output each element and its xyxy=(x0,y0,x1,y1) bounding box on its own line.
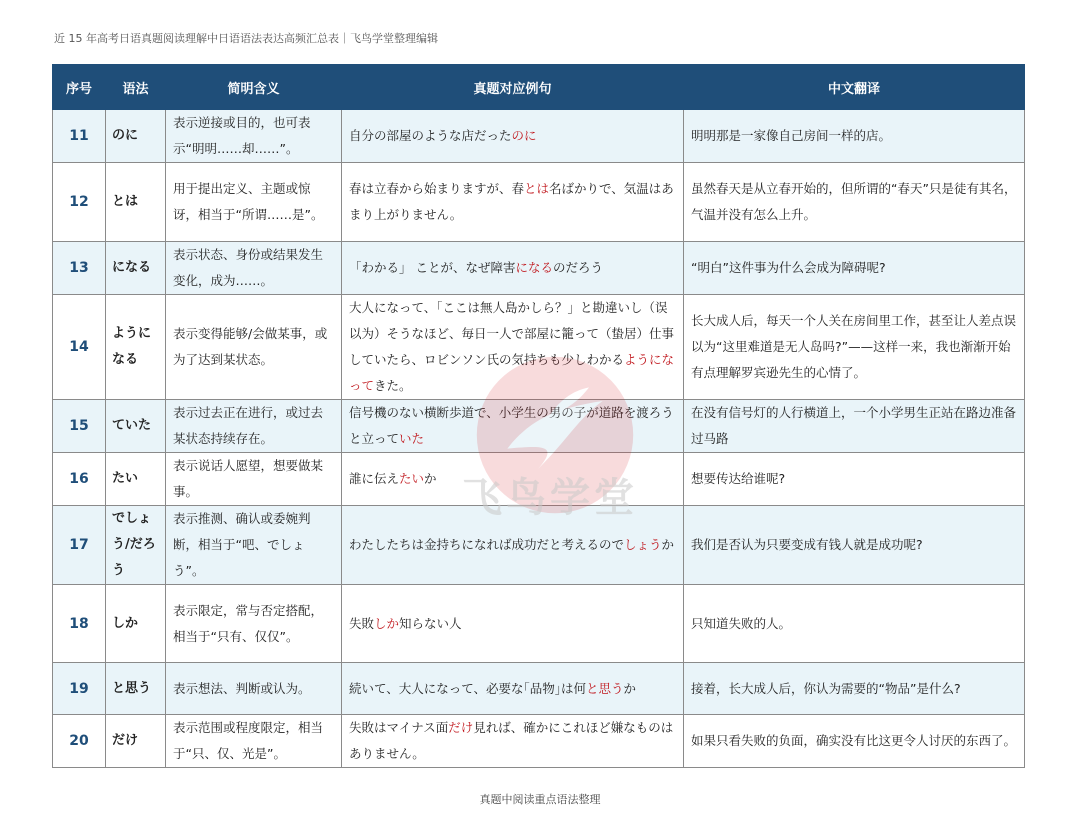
row-number: 16 xyxy=(53,453,106,506)
translation-cell: 如果只看失败的负面，确实没有比这更令人讨厌的东西了。 xyxy=(684,715,1025,768)
column-header-grammar: 语法 xyxy=(106,65,166,110)
example-cell xyxy=(342,585,684,663)
table-header xyxy=(53,65,1025,110)
example-cell xyxy=(342,715,684,768)
column-header-number: 序号 xyxy=(53,65,106,110)
example-text: 自分の部屋のような店だった xyxy=(349,128,512,143)
grammar-cell: しか xyxy=(106,585,166,663)
example-text: 春は立春から始まりますが、春 xyxy=(349,181,525,196)
table-row xyxy=(53,715,1025,768)
table-row xyxy=(53,163,1025,242)
example-text: か xyxy=(623,680,637,696)
highlighted-grammar: になる xyxy=(515,260,553,275)
highlighted-grammar: いた xyxy=(399,431,425,446)
row-number: 11 xyxy=(53,110,106,163)
highlighted-grammar: だけ xyxy=(448,720,474,735)
example-cell xyxy=(342,506,684,585)
example-text: わたしたちは金持ちになれば成功だと考えるので xyxy=(349,537,625,552)
column-header-meaning: 简明含义 xyxy=(166,65,342,110)
table-row xyxy=(53,242,1025,295)
table-body xyxy=(53,110,1025,768)
row-number: 19 xyxy=(53,663,106,715)
translation-cell: 我们是否认为只要变成有钱人就是成功呢? xyxy=(684,506,1025,585)
highlighted-grammar: たい xyxy=(399,471,425,486)
meaning-cell: 用于提出定义、主题或惊讶，相当于“所谓……是”。 xyxy=(166,163,342,242)
grammar-cell: のに xyxy=(106,110,166,163)
example-cell xyxy=(342,295,684,400)
example-text: 信号機のない横断歩道で、小学生の男の子が道路を渡ろうと立って xyxy=(349,405,674,446)
example-text: 大人になって、「ここは無人島かしら？」と勘違いし（误以为）そうなほど、毎日一人で部屋に籠って（蛰居）仕事していたら、ロビンソン氏の気持ちも少しわかる xyxy=(349,300,675,367)
table-row xyxy=(53,110,1025,163)
translation-cell: 在没有信号灯的人行横道上，一个小学男生正站在路边准备过马路 xyxy=(684,400,1025,453)
grammar-cell: とは xyxy=(106,163,166,242)
translation-cell: 只知道失败的人。 xyxy=(684,585,1025,663)
row-number: 17 xyxy=(53,506,106,585)
grammar-cell: だけ xyxy=(106,715,166,768)
meaning-cell: 表示说话人愿望，想要做某事。 xyxy=(166,453,342,506)
translation-cell: 长大成人后，每天一个人关在房间里工作，甚至让人差点误以为“这里难道是无人岛吗?”——这样一来，我也渐渐开始有点理解罗宾逊先生的心情了。 xyxy=(684,295,1025,400)
highlighted-grammar: とは xyxy=(524,181,550,196)
grammar-cell: と思う xyxy=(106,663,166,715)
watermark-text: 飞鸟学堂 xyxy=(462,474,638,521)
meaning-cell: 表示状态、身份或结果发生变化，成为……。 xyxy=(166,242,342,295)
table-row xyxy=(53,295,1025,400)
example-text: か xyxy=(661,537,675,552)
grammar-cell: でしょう/だろう xyxy=(106,506,166,585)
example-cell xyxy=(342,453,684,506)
table-row xyxy=(53,506,1025,585)
example-text: のだろう xyxy=(553,260,604,275)
meaning-cell: 表示想法、判断或认为。 xyxy=(166,663,342,715)
highlighted-grammar: しか xyxy=(374,615,400,631)
row-number: 14 xyxy=(53,295,106,400)
row-number: 13 xyxy=(53,242,106,295)
example-text: 知らない人 xyxy=(399,615,462,631)
row-number: 20 xyxy=(53,715,106,768)
grammar-table xyxy=(52,64,1025,768)
grammar-cell: ようになる xyxy=(106,295,166,400)
table-row xyxy=(53,663,1025,715)
example-text: か xyxy=(424,471,437,486)
grammar-table-container xyxy=(52,64,1024,768)
row-number: 12 xyxy=(53,163,106,242)
meaning-cell: 表示限定，常与否定搭配，相当于“只有、仅仅”。 xyxy=(166,585,342,663)
meaning-cell: 表示范围或程度限定，相当于“只、仅、光是”。 xyxy=(166,715,342,768)
example-text: 続いて、大人になって、必要な｢品物｣は何 xyxy=(349,680,587,696)
table-row xyxy=(53,453,1025,506)
example-cell xyxy=(342,400,684,453)
meaning-cell: 表示变得能够/会做某事，或为了达到某状态。 xyxy=(166,295,342,400)
example-text: 失敗はマイナス面 xyxy=(349,720,449,735)
example-cell xyxy=(342,163,684,242)
grammar-cell: ていた xyxy=(106,400,166,453)
grammar-cell: になる xyxy=(106,242,166,295)
translation-cell: “明白”这件事为什么会成为障碍呢? xyxy=(684,242,1025,295)
highlighted-grammar: ようになって xyxy=(349,352,675,393)
page-footer: 真题中阅读重点语法整理 xyxy=(479,793,601,806)
table-row xyxy=(53,585,1025,663)
row-number: 18 xyxy=(53,585,106,663)
column-header-translation: 中文翻译 xyxy=(684,65,1025,110)
meaning-cell: 表示逆接或目的，也可表示“明明……却……”。 xyxy=(166,110,342,163)
example-text: 失敗 xyxy=(349,615,375,631)
example-text: 「わかる」 ことが、なぜ障害 xyxy=(349,260,516,275)
translation-cell: 明明那是一家像自己房间一样的店。 xyxy=(684,110,1025,163)
page-header-note: 近 15 年高考日语真题阅读理解中日语语法表达高频汇总表｜飞鸟学堂整理编辑 xyxy=(54,32,438,45)
grammar-cell: たい xyxy=(106,453,166,506)
example-cell xyxy=(342,663,684,715)
example-text: 名ばかりで、気温はあまり上がりません。 xyxy=(349,181,674,222)
translation-cell: 想要传达给谁呢? xyxy=(684,453,1025,506)
translation-cell: 虽然春天是从立春开始的，但所谓的“春天”只是徒有其名，气温并没有怎么上升。 xyxy=(684,163,1025,242)
example-cell xyxy=(342,242,684,295)
translation-cell: 接着，长大成人后，你认为需要的“物品”是什么? xyxy=(684,663,1025,715)
highlighted-grammar: のに xyxy=(511,128,537,143)
example-text: 誰に伝え xyxy=(349,471,400,486)
example-cell xyxy=(342,110,684,163)
example-text: 見れば、確かにこれほど嫌なものはありません。 xyxy=(349,720,674,761)
highlighted-grammar: しょう xyxy=(624,537,662,552)
example-text: きた。 xyxy=(374,378,412,393)
meaning-cell: 表示推测、确认或委婉判断，相当于“吧、でしょう”。 xyxy=(166,506,342,585)
meaning-cell: 表示过去正在进行，或过去某状态持续存在。 xyxy=(166,400,342,453)
highlighted-grammar: と思う xyxy=(586,680,624,696)
row-number: 15 xyxy=(53,400,106,453)
table-row xyxy=(53,400,1025,453)
column-header-example: 真题对应例句 xyxy=(342,65,684,110)
